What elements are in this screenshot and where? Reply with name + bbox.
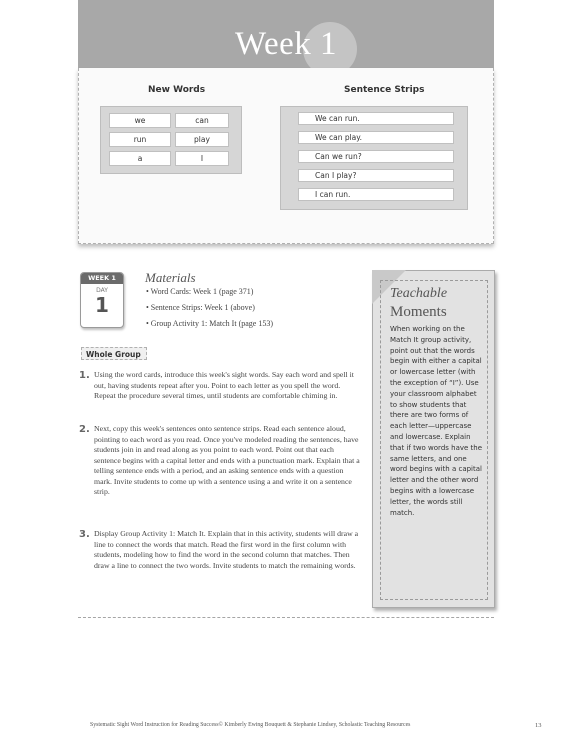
teachable-title: Teachable xyxy=(390,286,448,301)
sentence-strips-heading: Sentence Strips xyxy=(344,85,425,95)
sentence-strip: Can we run? xyxy=(298,150,454,163)
section-label: Whole Group xyxy=(81,347,147,360)
word-card: a xyxy=(109,151,171,166)
new-words-heading: New Words xyxy=(148,85,206,95)
section-divider xyxy=(78,617,494,618)
materials-item: • Group Activity 1: Match It (page 153) xyxy=(146,319,273,328)
day-badge-label: DAY xyxy=(96,287,108,294)
sentence-strip: We can play. xyxy=(298,131,454,144)
step-text: Using the word cards, introduce this week's sight words. Say each word and spell it out, having students repeat after you. Point to each letter as you spell the word. Repeat the procedure several times, until students are comfortable chiming in. xyxy=(94,370,354,400)
step-number: 2. xyxy=(79,424,90,435)
page-number: 13 xyxy=(535,722,542,729)
step-number: 3. xyxy=(79,529,90,540)
teachable-moments-text: When working on the Match It group activity, point out that the words begin with either a capital or lowercase letter (with the exception of “I”). Use your classroom alphabet to show students that there are two forms of each letter—uppercase and lowercase. Explain that if two words have the same letters, and one word begins with a capital letter and the other word begins with a lowercase letter, the words still match. xyxy=(390,325,483,517)
day-badge-number: 1 xyxy=(95,293,109,317)
footer-credit: Systematic Sight Word Instruction for Reading Success© Kimberly Ewing Bouquett & Stephanie Lindsey, Scholastic Teaching Resources xyxy=(90,722,411,728)
materials-item: • Word Cards: Week 1 (page 371) xyxy=(146,287,254,296)
day-badge xyxy=(80,272,124,328)
moments-title: Moments xyxy=(390,304,447,320)
word-card: I xyxy=(175,151,229,166)
sentence-strip: Can I play? xyxy=(298,169,454,182)
page-title: Week 1 xyxy=(234,26,338,62)
word-card: run xyxy=(109,132,171,147)
sentence-strip: We can run. xyxy=(298,112,454,125)
day-badge-week: WEEK 1 xyxy=(81,273,123,284)
step-number: 1. xyxy=(79,370,90,381)
sentence-strip: I can run. xyxy=(298,188,454,201)
word-card: can xyxy=(175,113,229,128)
materials-title: Materials xyxy=(145,270,196,285)
step-text: Display Group Activity 1: Match It. Explain that in this activity, students will draw a line to connect the words that match. Read the first word in the first column with students, modeling how to find the word in the second column that matches. Then draw a line to connect the two words. Invite students to match the remaining words. xyxy=(94,529,359,570)
word-card: play xyxy=(175,132,229,147)
word-card: we xyxy=(109,113,171,128)
step-text: Next, copy this week's sentences onto sentence strips. Read each sentence aloud, pointing to each word as you read. Once you've modeled reading the sentences, have students join in and read along as you point to each word. Point out that each sentence begins with a capital letter and ends with a punctuation mark. Explain that a telling sentence ends with a period, and an asking sentence ends with a question mark. Invite students to come up with a sentence using a and write it on a sentence strip. xyxy=(94,424,360,496)
materials-item: • Sentence Strips: Week 1 (above) xyxy=(146,303,255,312)
